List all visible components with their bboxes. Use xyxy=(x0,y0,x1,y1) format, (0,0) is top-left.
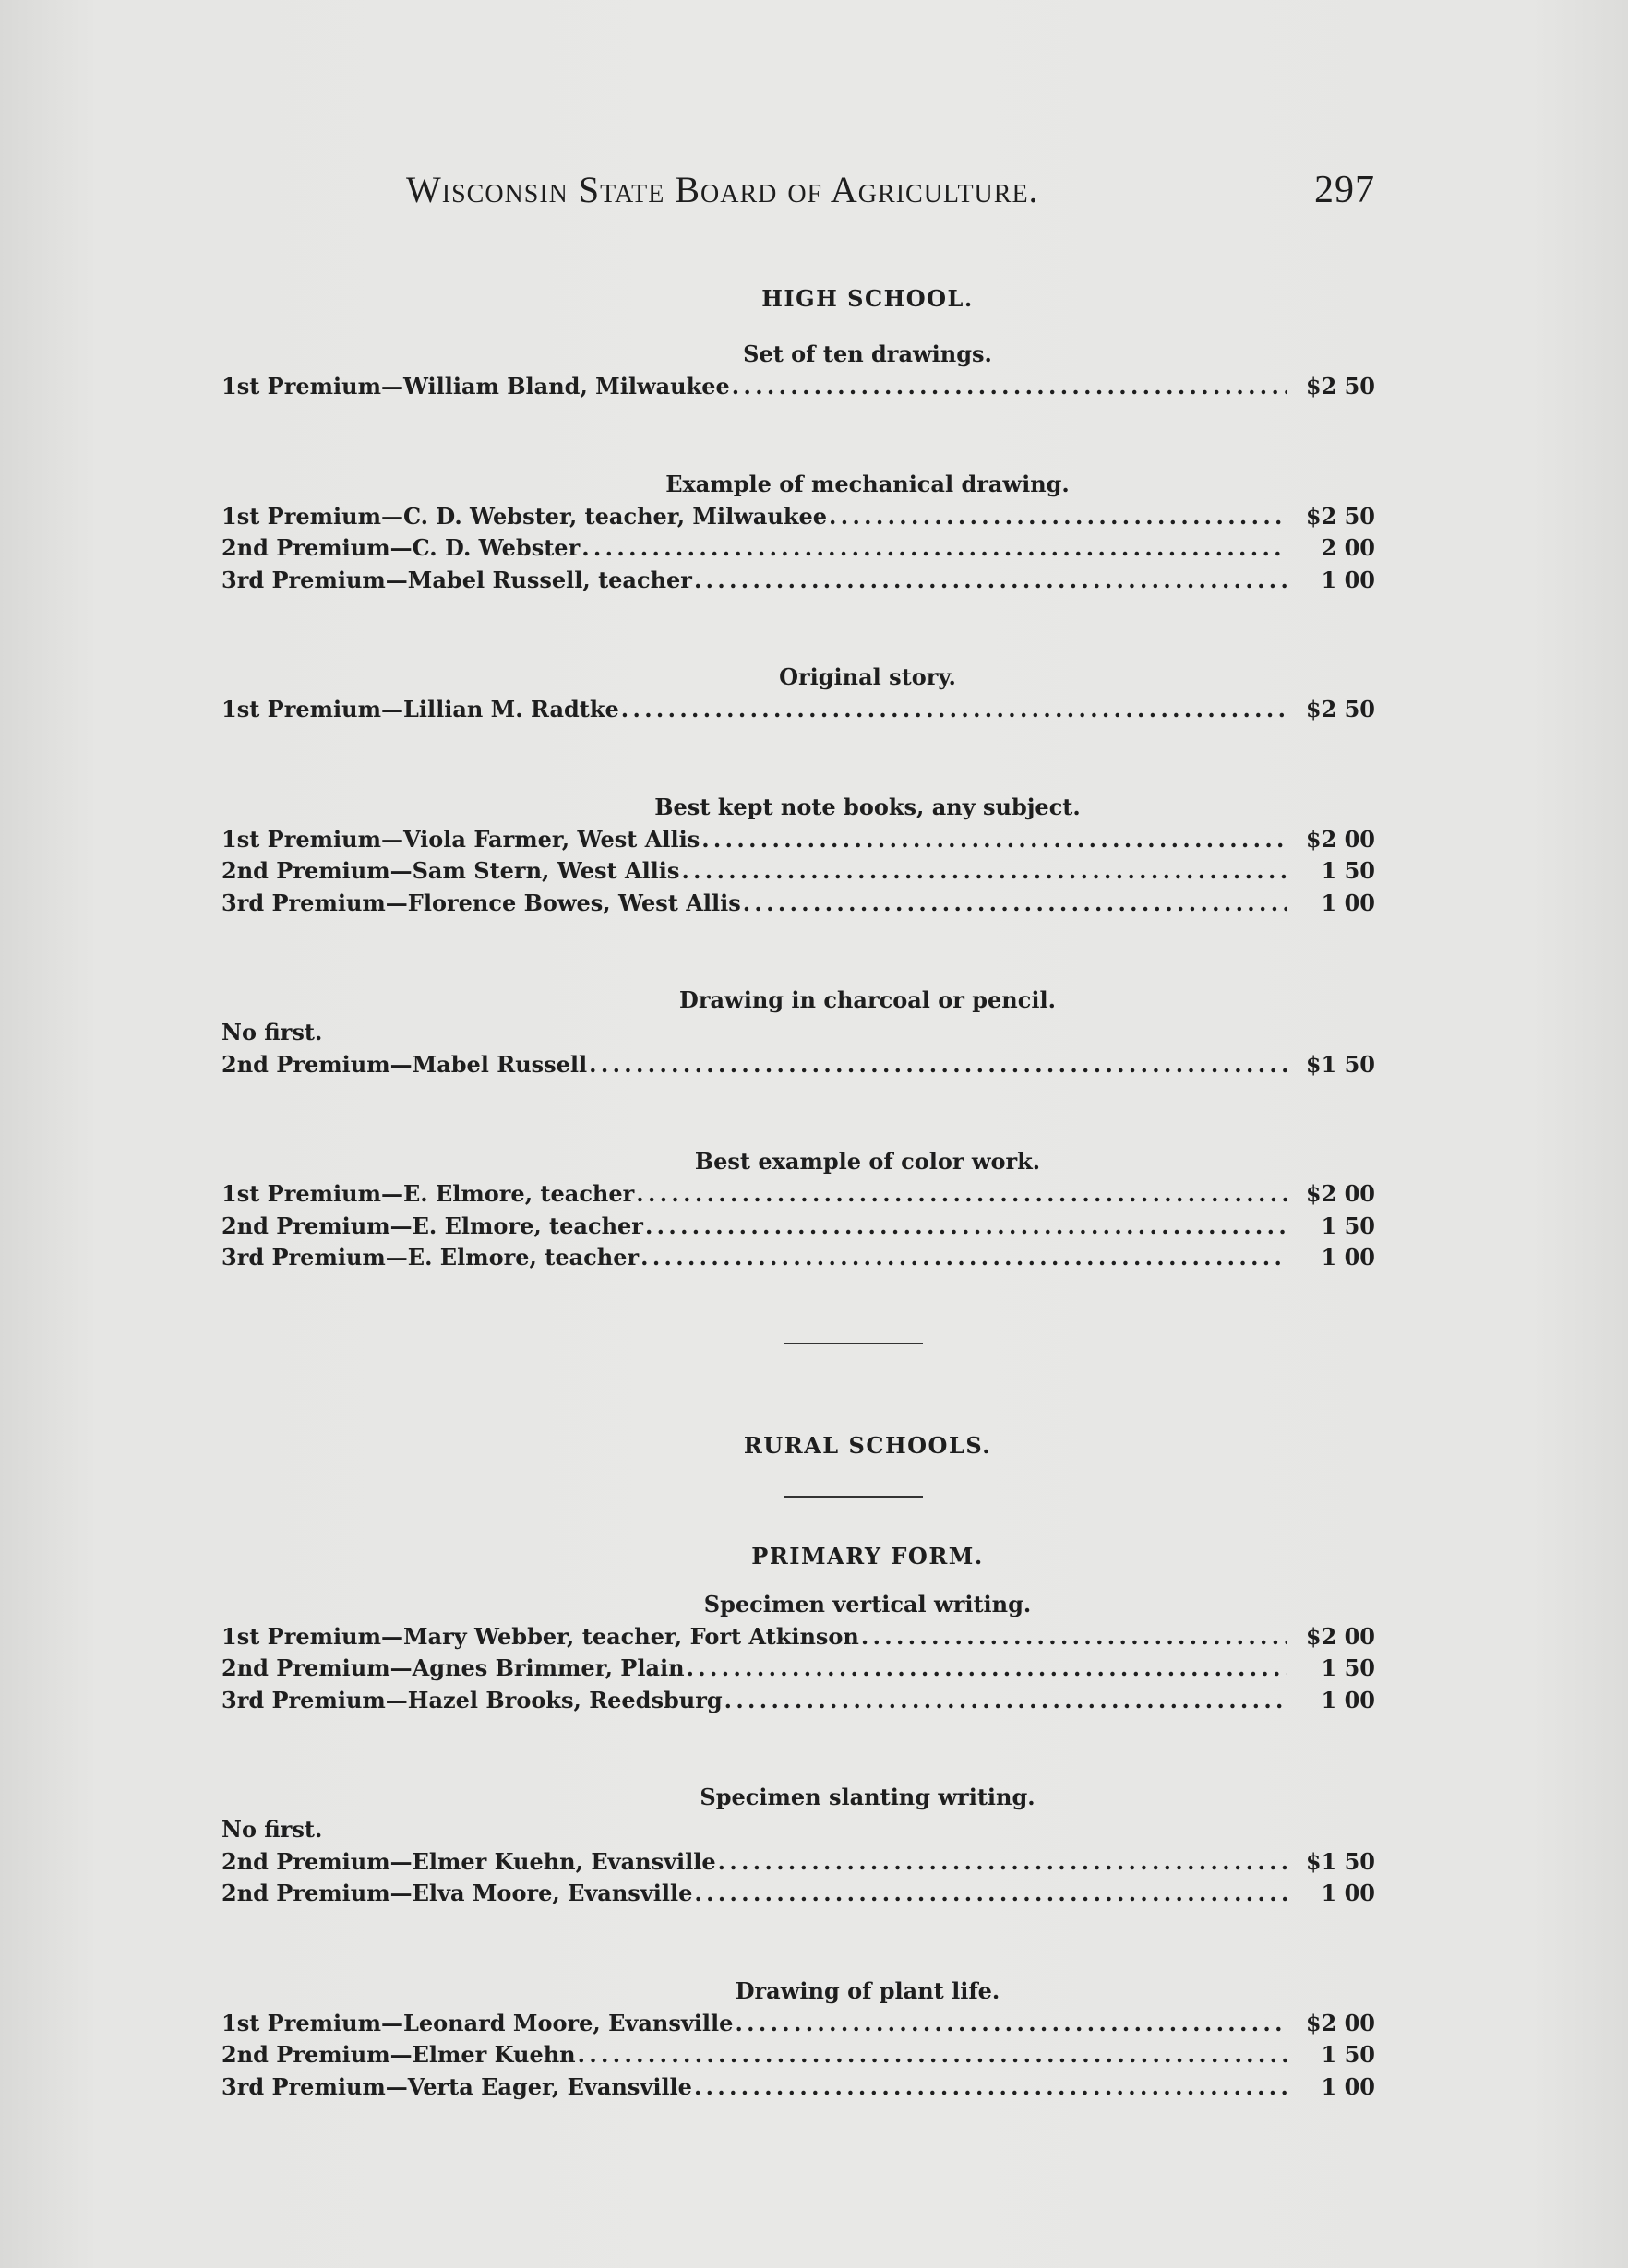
award-amount: 1 00 xyxy=(1321,1244,1375,1271)
award-amount: $1 50 xyxy=(1305,1847,1375,1875)
award-amount: $2 00 xyxy=(1305,1622,1375,1650)
award-label: 2nd Premium—Mabel Russell xyxy=(221,1050,588,1078)
award-row xyxy=(221,1878,1375,1910)
dot-leader xyxy=(694,1878,1287,1910)
dot-leader xyxy=(645,1211,1287,1243)
award-amount: $2 00 xyxy=(1305,2009,1375,2036)
dot-leader xyxy=(861,1621,1287,1653)
award-group-title: Example of mechanical drawing. xyxy=(665,470,1070,497)
dot-leader xyxy=(732,371,1287,403)
award-group xyxy=(221,791,1375,920)
dot-leader xyxy=(636,1178,1287,1211)
dot-leader xyxy=(701,824,1287,856)
award-label: 3rd Premium—E. Elmore, teacher xyxy=(221,1244,640,1271)
award-group xyxy=(221,1975,1375,2104)
dot-leader xyxy=(743,888,1287,920)
award-group-title: Set of ten drawings. xyxy=(743,340,992,367)
award-amount: 1 00 xyxy=(1321,2072,1375,2100)
section-divider xyxy=(221,1496,1375,1498)
award-row xyxy=(221,2071,1375,2104)
award-amount: $2 50 xyxy=(1305,502,1375,530)
award-label: 1st Premium—Mary Webber, teacher, Fort Atkinson xyxy=(221,1622,859,1650)
award-group xyxy=(221,1781,1375,1910)
dot-leader xyxy=(694,565,1287,597)
award-label: 1st Premium—Leonard Moore, Evansville xyxy=(221,2009,734,2036)
award-group xyxy=(221,984,1375,1080)
award-row xyxy=(221,694,1375,726)
award-row xyxy=(221,888,1375,920)
award-amount: 1 50 xyxy=(1321,2041,1375,2068)
dot-leader xyxy=(724,1685,1287,1717)
subsection-title-primary-form: PRIMARY FORM. xyxy=(751,1542,984,1570)
award-amount: 1 00 xyxy=(1321,566,1375,593)
award-row xyxy=(221,1846,1375,1879)
no-first-label: No first. xyxy=(221,1019,323,1045)
award-amount: 2 00 xyxy=(1321,534,1375,561)
award-group-title: Best example of color work. xyxy=(694,1148,1041,1175)
dot-leader xyxy=(578,2039,1287,2071)
award-label: 3rd Premium—Florence Bowes, West Allis xyxy=(221,889,741,916)
section-title-rural-schools: RURAL SCHOOLS. xyxy=(743,1431,992,1459)
award-label: 1st Premium—William Bland, Milwaukee xyxy=(221,373,730,400)
dot-leader xyxy=(718,1846,1287,1879)
award-group-title: Specimen vertical writing. xyxy=(703,1590,1032,1617)
award-row xyxy=(221,565,1375,597)
award-amount: $2 00 xyxy=(1305,825,1375,853)
award-row xyxy=(221,1621,1375,1653)
award-group xyxy=(221,1145,1375,1274)
award-group-title: Best kept note books, any subject. xyxy=(654,793,1081,820)
award-group-title: Drawing in charcoal or pencil. xyxy=(679,986,1056,1013)
award-row xyxy=(221,1685,1375,1717)
no-first-label: No first. xyxy=(221,1816,323,1843)
dot-leader xyxy=(687,1653,1287,1685)
no-first-note xyxy=(221,1017,1375,1049)
award-group xyxy=(221,661,1375,726)
award-amount: $2 00 xyxy=(1305,1180,1375,1207)
dot-leader xyxy=(681,855,1287,888)
award-amount: 1 50 xyxy=(1321,1212,1375,1239)
dot-leader xyxy=(640,1242,1287,1274)
dot-leader xyxy=(621,694,1287,726)
award-row xyxy=(221,855,1375,888)
award-amount: 1 50 xyxy=(1321,1654,1375,1681)
no-first-note xyxy=(221,1814,1375,1846)
award-label: 2nd Premium—Sam Stern, West Allis xyxy=(221,857,680,884)
award-amount: 1 00 xyxy=(1321,1880,1375,1906)
award-group xyxy=(221,338,1375,403)
award-group xyxy=(221,468,1375,597)
section-divider xyxy=(221,1343,1375,1344)
award-amount: 1 50 xyxy=(1321,857,1375,884)
dot-leader xyxy=(589,1049,1287,1081)
award-amount: $2 50 xyxy=(1305,696,1375,722)
award-row xyxy=(221,1049,1375,1081)
award-row xyxy=(221,1178,1375,1211)
award-label: 3rd Premium—Hazel Brooks, Reedsburg xyxy=(221,1686,723,1713)
award-label: 2nd Premium—Elmer Kuehn, Evansville xyxy=(221,1847,716,1875)
premium-list xyxy=(221,281,1375,2103)
award-group-title: Original story. xyxy=(779,663,956,690)
award-row xyxy=(221,824,1375,856)
award-label: 1st Premium—E. Elmore, teacher xyxy=(221,1180,635,1207)
award-label: 1st Premium—Viola Farmer, West Allis xyxy=(221,825,700,853)
award-row xyxy=(221,1653,1375,1685)
award-amount: $1 50 xyxy=(1305,1050,1375,1078)
award-row xyxy=(221,2039,1375,2071)
award-row xyxy=(221,501,1375,533)
award-amount: 1 00 xyxy=(1321,889,1375,916)
dot-leader xyxy=(829,501,1287,533)
award-label: 2nd Premium—Agnes Brimmer, Plain xyxy=(221,1654,685,1681)
award-amount: $2 50 xyxy=(1305,373,1375,400)
header-title: Wisconsin State Board of Agriculture. xyxy=(406,169,1039,210)
award-label: 2nd Premium—C. D. Webster xyxy=(221,534,581,561)
award-group-title: Specimen slanting writing. xyxy=(700,1784,1035,1810)
award-label: 1st Premium—C. D. Webster, teacher, Milwaukee xyxy=(221,502,828,530)
award-row xyxy=(221,371,1375,403)
award-amount: 1 00 xyxy=(1321,1686,1375,1713)
dot-leader xyxy=(735,2008,1287,2040)
dot-leader xyxy=(581,532,1287,565)
award-label: 1st Premium—Lillian M. Radtke xyxy=(221,696,619,722)
running-header xyxy=(406,168,1375,223)
dot-leader xyxy=(694,2071,1287,2104)
award-row xyxy=(221,1242,1375,1274)
award-label: 3rd Premium—Mabel Russell, teacher xyxy=(221,566,692,593)
award-label: 2nd Premium—Elmer Kuehn xyxy=(221,2041,576,2068)
award-row xyxy=(221,2008,1375,2040)
award-row xyxy=(221,532,1375,565)
award-label: 2nd Premium—E. Elmore, teacher xyxy=(221,1212,643,1239)
section-title-high-school: HIGH SCHOOL. xyxy=(761,285,974,312)
award-label: 2nd Premium—Elva Moore, Evansville xyxy=(221,1880,693,1906)
award-group-title: Drawing of plant life. xyxy=(735,1976,1000,2004)
award-label: 3rd Premium—Verta Eager, Evansville xyxy=(221,2072,692,2100)
award-row xyxy=(221,1211,1375,1243)
page-number: 297 xyxy=(1314,169,1375,211)
award-group xyxy=(221,1588,1375,1717)
